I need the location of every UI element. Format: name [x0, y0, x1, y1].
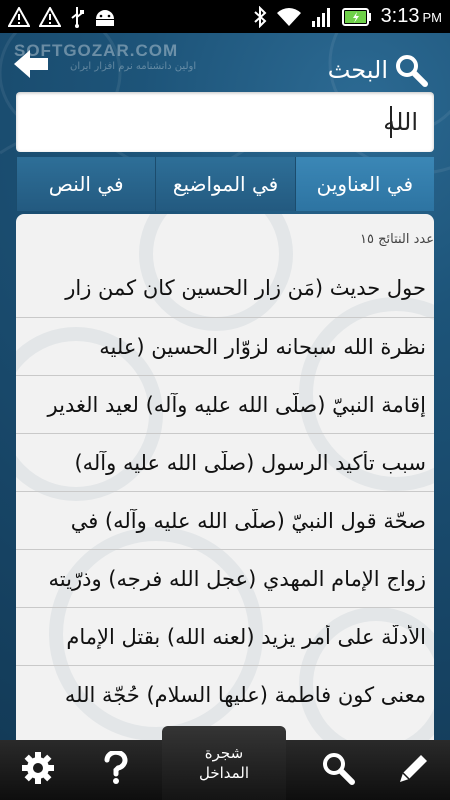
status-right-icons: [253, 5, 442, 28]
results-count: عدد النتائج ١٥: [360, 232, 434, 247]
search-scope-tabs: [16, 157, 434, 211]
page-title: البحث: [327, 56, 388, 84]
search-button[interactable]: [314, 740, 362, 800]
tab-in-topics[interactable]: في المواضيع: [155, 157, 294, 211]
settings-icon: [21, 751, 55, 789]
warning-icon: [39, 6, 61, 28]
android-icon: [93, 6, 117, 28]
back-button[interactable]: [12, 47, 52, 81]
result-title: حول حديث (مَن زار الحسين كان كمن زار: [65, 276, 426, 300]
text-caret: [390, 106, 392, 138]
back-arrow-icon: [12, 66, 52, 85]
battery-icon: [342, 6, 372, 28]
usb-icon: [70, 6, 84, 28]
list-item[interactable]: [16, 433, 434, 491]
edit-button[interactable]: [390, 740, 438, 800]
search-box[interactable]: [16, 92, 434, 152]
wifi-icon: [276, 6, 302, 28]
result-title: سبب تأكيد الرسول (صلّى الله عليه وآله): [74, 450, 426, 475]
entries-tree-button[interactable]: [162, 726, 286, 800]
tab-in-text[interactable]: في النص: [16, 157, 155, 211]
warning-icon: [8, 6, 30, 28]
result-title: زواج الإمام المهدي (عجل الله فرجه) وذرّيته: [48, 566, 426, 591]
status-time: 3:13 PM: [380, 5, 442, 27]
result-title: نظرة الله سبحانه لزوّار الحسين (عليه: [99, 334, 426, 359]
watermark-subtitle: اولین دانشنامه نرم افزار ایران: [70, 61, 197, 72]
list-item[interactable]: [16, 607, 434, 665]
status-bar: [0, 0, 450, 33]
entries-tree-label-line1: شجرة: [204, 744, 244, 762]
help-icon: [104, 751, 128, 789]
list-item[interactable]: [16, 259, 434, 317]
bottom-toolbar: [0, 740, 450, 800]
result-list: [16, 259, 434, 723]
entries-tree-label-line2: المداخل: [198, 764, 250, 782]
settings-button[interactable]: [14, 740, 62, 800]
list-item[interactable]: [16, 491, 434, 549]
result-title: صحّة قول النبيّ (صلّى الله عليه وآله) في: [70, 508, 426, 533]
signal-icon: [311, 6, 333, 28]
list-item[interactable]: [16, 375, 434, 433]
list-item[interactable]: [16, 317, 434, 375]
result-title: الأدلّة على أمر يزيد (لعنه الله) بقتل الإمام: [66, 624, 426, 649]
tab-in-titles[interactable]: في العناوين: [295, 157, 434, 211]
search-icon[interactable]: [394, 53, 428, 87]
list-item[interactable]: [16, 665, 434, 723]
search-input[interactable]: [38, 104, 418, 140]
help-button[interactable]: [92, 740, 140, 800]
result-title: إقامة النبيّ (صلّى الله عليه وآله) لعيد الغدير: [47, 392, 426, 417]
results-panel: [16, 214, 434, 740]
header-title-group: [328, 53, 428, 87]
search-icon: [321, 751, 355, 789]
status-left-icons: [8, 6, 117, 28]
watermark-title: SOFTGOZAR.COM: [14, 41, 179, 60]
edit-icon: [397, 751, 431, 789]
list-item[interactable]: [16, 549, 434, 607]
bluetooth-icon: [253, 6, 267, 28]
result-title: معنى كون فاطمة (عليها السلام) حُجّة الله: [64, 682, 426, 707]
